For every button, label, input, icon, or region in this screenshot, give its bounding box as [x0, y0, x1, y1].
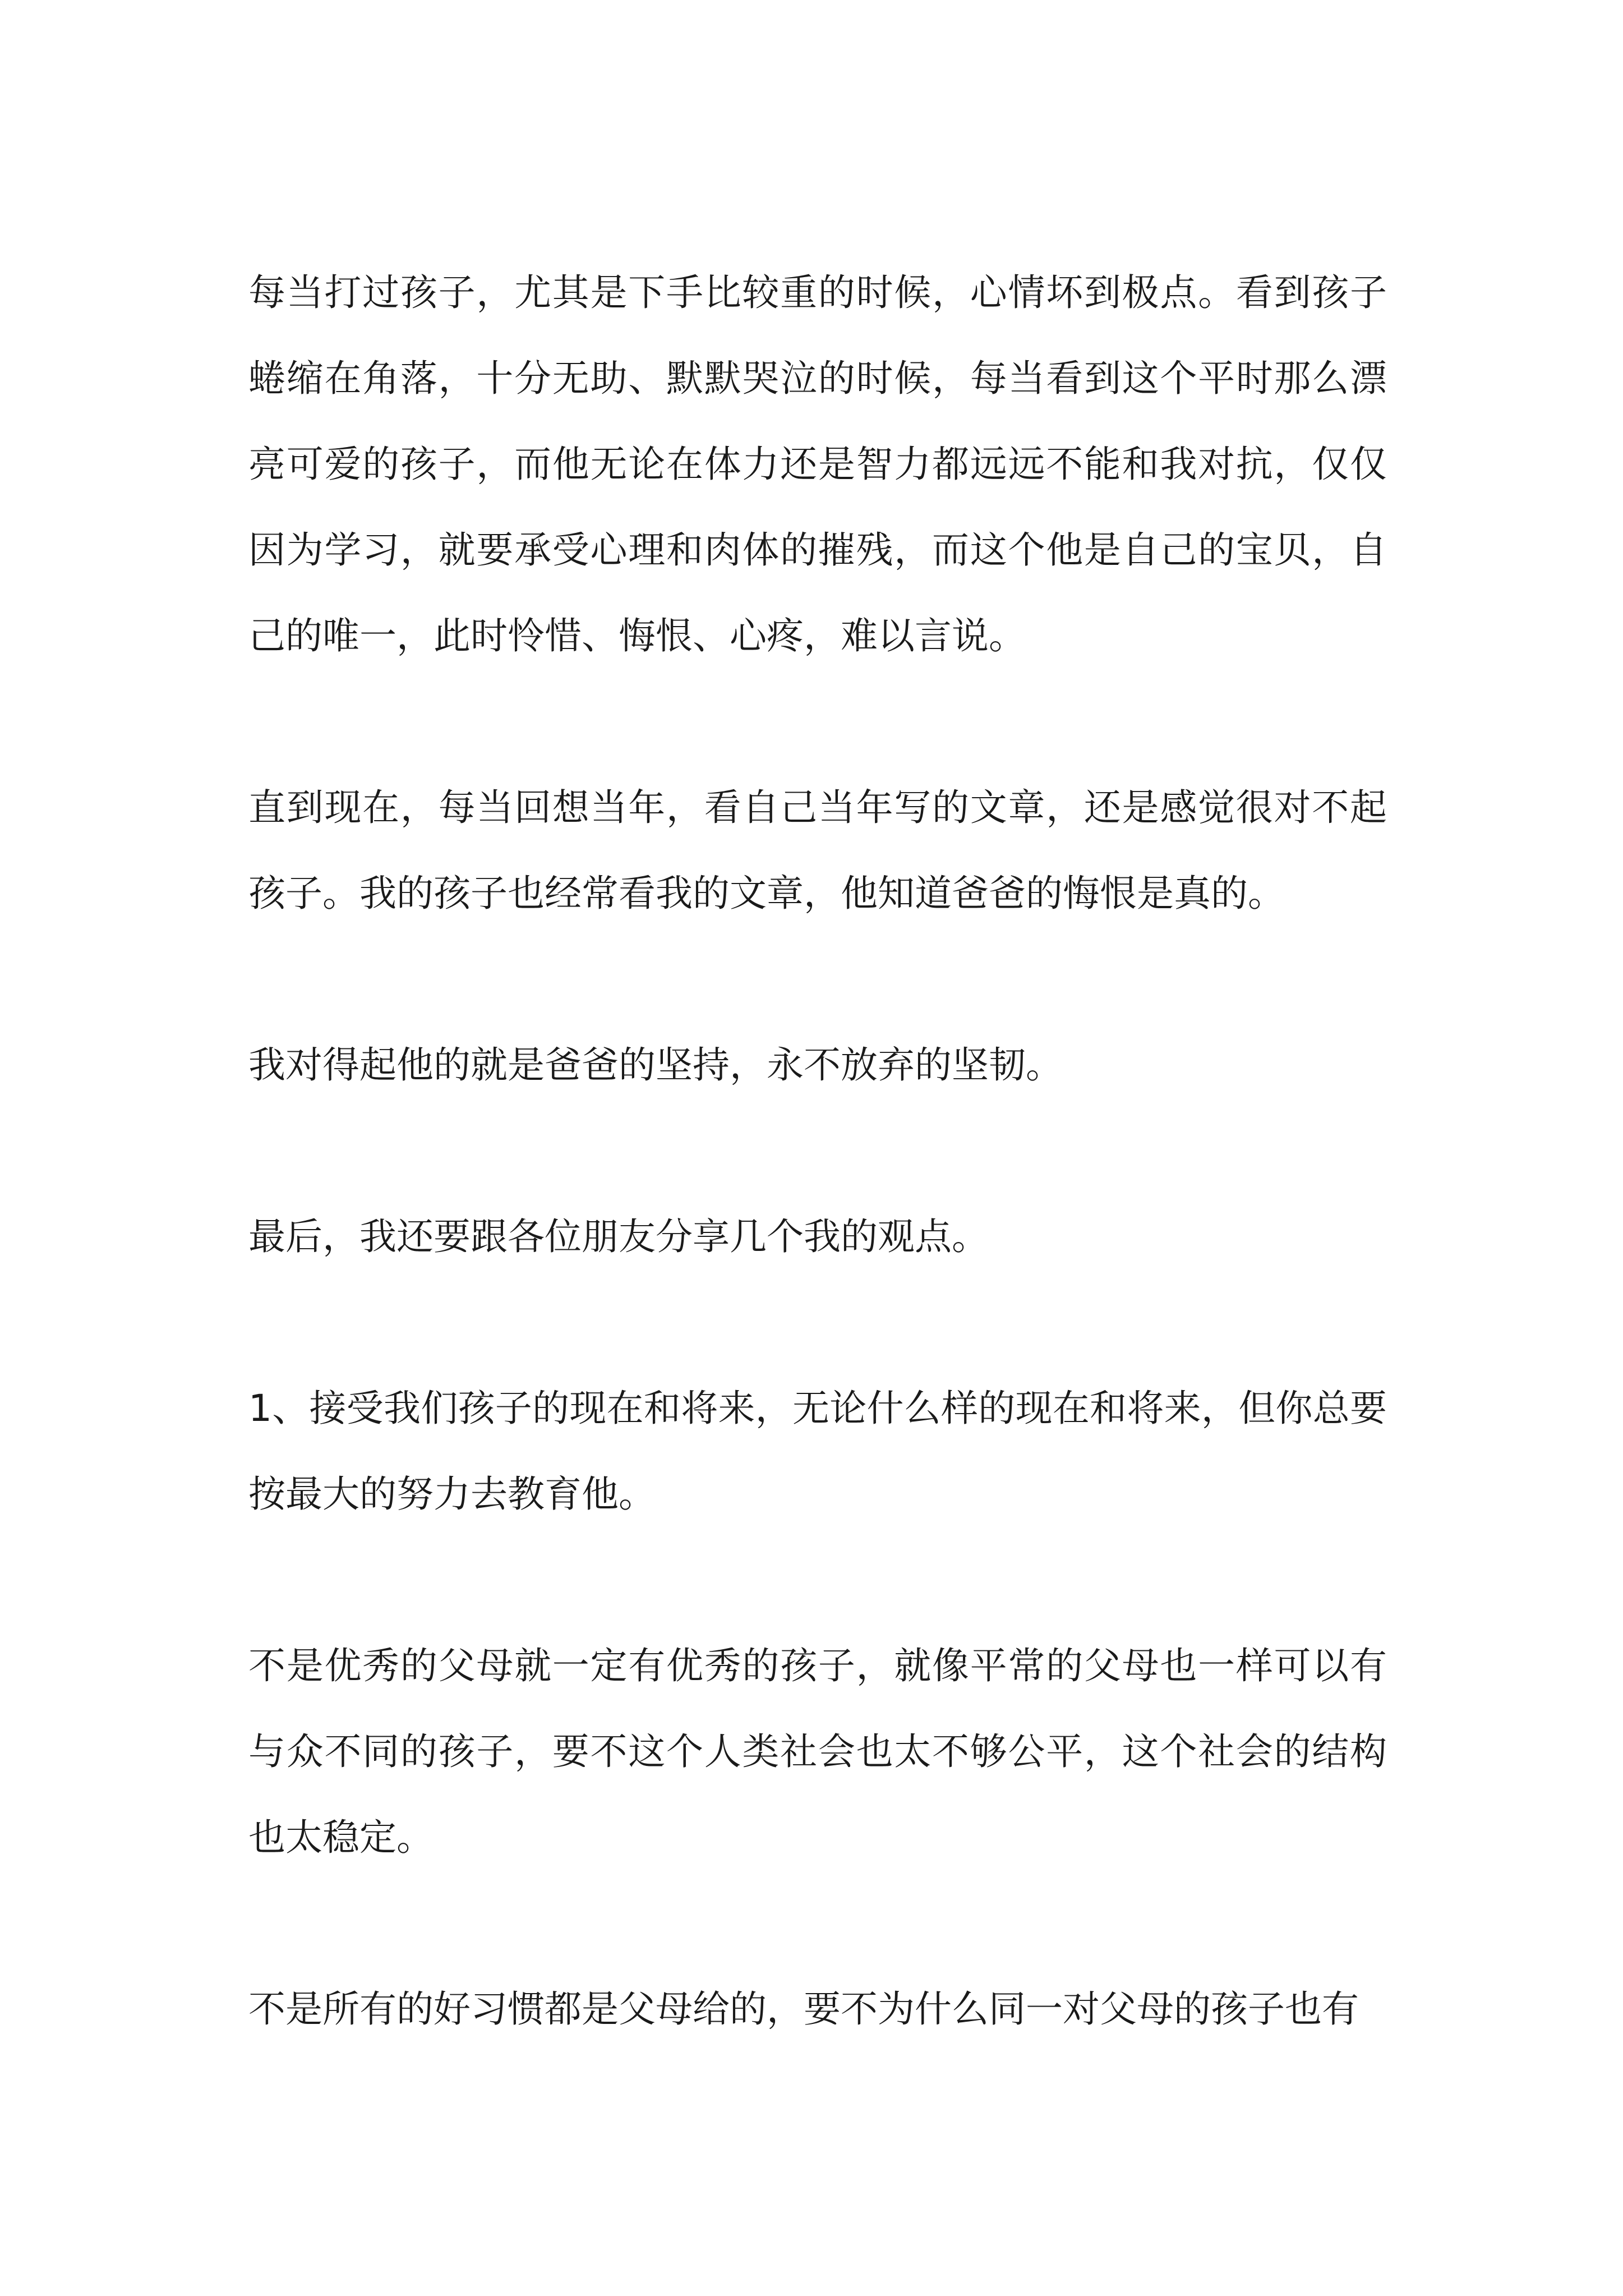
paragraph-looking-back: 直到现在，每当回想当年，看自己当年写的文章，还是感觉很对不起孩子。我的孩子也经常看我的文章，他知道爸爸的悔恨是真的。	[248, 786, 1387, 915]
paragraph-persistence: 我对得起他的就是爸爸的坚持，永不放弃的坚韧。	[248, 1043, 1063, 1087]
document-body	[248, 250, 1387, 2052]
paragraph-point-1: 1、接受我们孩子的现在和将来，无论什么样的现在和将来，但你总要按最大的努力去教育他。	[248, 1387, 1387, 1516]
paragraph-good-habits: 不是所有的好习惯都是父母给的，要不为什么同一对父母的孩子也有	[248, 1987, 1359, 2031]
paragraph-regret: 每当打过孩子，尤其是下手比较重的时候，心情坏到极点。看到孩子蜷缩在角落，十分无助、默默哭泣的时候，每当看到这个平时那么漂亮可爱的孩子，而他无论在体力还是智力都远远不能和我对抗，仅仅因为学习，就要承受心理和肉体的摧残，而这个他是自己的宝贝，自己的唯一，此时怜惜、悔恨、心疼，难以言说。	[248, 271, 1387, 657]
paragraph-share-views: 最后，我还要跟各位朋友分享几个我的观点。	[248, 1215, 989, 1258]
paragraph-excellent-parents: 不是优秀的父母就一定有优秀的孩子，就像平常的父母也一样可以有与众不同的孩子，要不这个人类社会也太不够公平，这个社会的结构也太稳定。	[248, 1644, 1387, 1859]
